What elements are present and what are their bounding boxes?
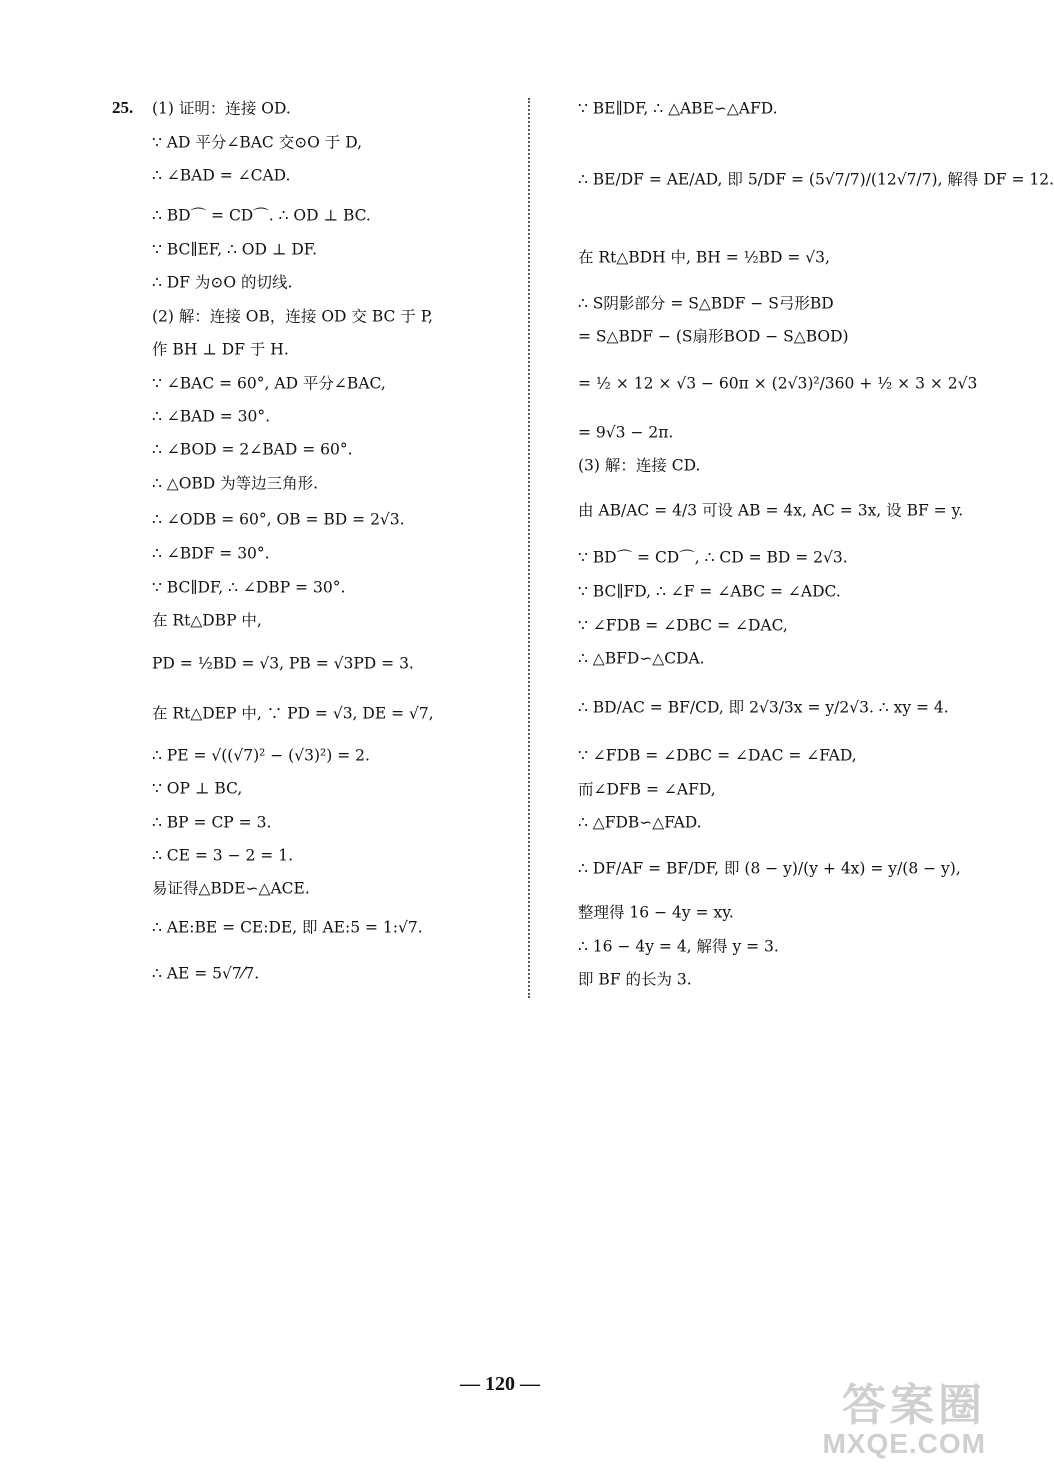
solution-line: 而∠DFB = ∠AFD, <box>578 780 716 799</box>
solution-line: ∴ PE = √((√7)² − (√3)²) = 2. <box>152 746 370 765</box>
solution-line: ∴ BD/AC = BF/CD, 即 2√3/3x = y/2√3. ∴ xy = 4. <box>578 698 949 717</box>
solution-line: 作 BH ⊥ DF 于 H. <box>152 340 289 359</box>
solution-line: ∴ DF 为⊙O 的切线. <box>152 273 293 292</box>
solution-line: ∴ AE = 5√7⁄7. <box>152 964 260 983</box>
solution-line: = ½ × 12 × √3 − 60π × (2√3)²/360 + ½ × 3 × 2√3 <box>578 374 978 393</box>
solution-line: ∴ △FDB∽△FAD. <box>578 813 702 832</box>
solution-line: 在 Rt△DEP 中, ∵ PD = √3, DE = √7, <box>152 704 434 723</box>
page-number: — 120 — <box>460 1373 540 1395</box>
solution-line: 易证得△BDE∽△ACE. <box>152 879 310 898</box>
watermark-text: 答案圈 <box>842 1381 986 1430</box>
solution-line: ∴ ∠BDF = 30°. <box>152 544 270 563</box>
solution-line: = 9√3 − 2π. <box>578 423 674 442</box>
solution-line: (1) 证明：连接 OD. <box>152 99 291 118</box>
solution-line: 即 BF 的长为 3. <box>578 970 692 989</box>
solution-line: PD = ½BD = √3, PB = √3PD = 3. <box>152 654 414 673</box>
solution-line: ∴ AE:BE = CE:DE, 即 AE:5 = 1:√7. <box>152 918 423 937</box>
solution-line: ∴ ∠BAD = 30°. <box>152 407 271 426</box>
solution-line: ∵ ∠FDB = ∠DBC = ∠DAC, <box>578 616 788 635</box>
solution-line: ∴ 16 − 4y = 4, 解得 y = 3. <box>578 937 779 956</box>
solution-line: ∴ △OBD 为等边三角形. <box>152 474 319 493</box>
solution-line: (3) 解：连接 CD. <box>578 456 701 475</box>
solution-line: ∴ DF/AF = BF/DF, 即 (8 − y)/(y + 4x) = y/(8 − y), <box>578 859 961 878</box>
solution-line: 整理得 16 − 4y = xy. <box>578 903 734 922</box>
solution-line: = S△BDF − (S扇形BOD − S△BOD) <box>578 327 849 346</box>
solution-line: 在 Rt△DBP 中, <box>152 611 262 630</box>
solution-line: ∴ ∠BAD = ∠CAD. <box>152 166 291 185</box>
solution-line: ∴ BE/DF = AE/AD, 即 5/DF = (5√7/7)/(12√7/7), 解得 DF = 12. <box>578 170 1054 189</box>
solution-line: 由 AB/AC = 4/3 可设 AB = 4x, AC = 3x, 设 BF = y. <box>578 501 964 520</box>
column-divider <box>528 98 530 998</box>
solution-line: ∵ BE∥DF, ∴ △ABE∽△AFD. <box>578 99 778 118</box>
solution-line: ∵ BC∥EF, ∴ OD ⊥ DF. <box>152 240 318 259</box>
solution-line: ∵ BC∥DF, ∴ ∠DBP = 30°. <box>152 578 346 597</box>
solution-line: ∴ S阴影部分 = S△BDF − S弓形BD <box>578 294 834 313</box>
solution-line: ∵ BD⌒ = CD⌒, ∴ CD = BD = 2√3. <box>578 548 848 567</box>
solution-line: ∴ BD⌒ = CD⌒. ∴ OD ⊥ BC. <box>152 206 371 225</box>
solution-line: (2) 解：连接 OB，连接 OD 交 BC 于 P, <box>152 307 433 326</box>
watermark-url: MXQE.COM <box>822 1428 986 1459</box>
solution-line: ∵ BC∥FD, ∴ ∠F = ∠ABC = ∠ADC. <box>578 582 841 601</box>
solution-line: ∴ △BFD∽△CDA. <box>578 649 705 668</box>
solution-line: ∵ AD 平分∠BAC 交⊙O 于 D, <box>152 133 363 152</box>
problem-number: 25. <box>112 97 134 117</box>
watermark-logo <box>822 1381 986 1459</box>
solution-line: ∴ ∠BOD = 2∠BAD = 60°. <box>152 440 353 459</box>
solution-line: ∴ BP = CP = 3. <box>152 813 272 832</box>
solution-line: ∵ ∠FDB = ∠DBC = ∠DAC = ∠FAD, <box>578 746 857 765</box>
solution-line: ∴ ∠ODB = 60°, OB = BD = 2√3. <box>152 510 405 529</box>
solution-line: ∴ CE = 3 − 2 = 1. <box>152 846 293 865</box>
solution-line: ∵ OP ⊥ BC, <box>152 779 243 798</box>
solution-line: ∵ ∠BAC = 60°, AD 平分∠BAC, <box>152 374 386 393</box>
solution-line: 在 Rt△BDH 中, BH = ½BD = √3, <box>578 248 830 267</box>
